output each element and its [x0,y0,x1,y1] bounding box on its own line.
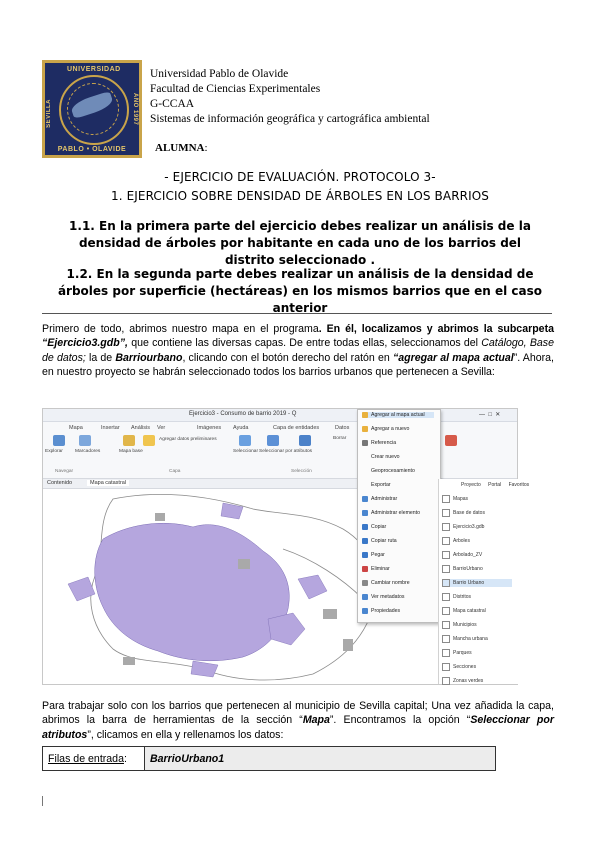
context-menu [357,409,441,623]
basemap-icon[interactable] [123,435,135,446]
intro-paragraph: Primero de todo, abrimos nuestro mapa en el programa. En él, localizamos y abrimos la subcarpeta “Ejercicio3.gdb”, que contiene las diversas capas. De entre todas ellas, seleccionamos del Catálogo, Base de datos; la de Barriourbano, clicando con el botón derecho del ratón en “agregar al mapa actual”. Ahora, en nuestro proyecto se habrán seleccionado todos los barrios urbanos que pertenecen a Sevilla: [42,323,554,379]
logo-right-text: AÑO 1997 [132,93,138,126]
catalog-pane [438,479,530,684]
student-label: ALUMNA: [155,142,208,154]
catalog-item[interactable]: Parques [442,649,472,657]
menu-item[interactable]: Administrar [362,496,397,502]
menu-item[interactable]: Agregar a nuevo [362,426,409,432]
header-university: Universidad Pablo de Olavide [150,68,289,80]
add-layer-icon [362,412,368,418]
header-faculty: Facultad de Ciencias Experimentales [150,83,321,95]
header-course: Sistemas de información geográfica y cartográfica ambiental [150,113,430,125]
folder-icon [442,495,450,503]
gray-parcel [155,513,165,521]
layer-icon [442,579,450,587]
gray-parcel [323,609,337,619]
arcgis-screenshot [42,408,530,685]
manage-item-icon [362,510,368,516]
catalog-item[interactable]: BarrioUrbano [442,565,483,573]
ribbon-label: Agregar datos preliminares [159,437,217,442]
catalog-item[interactable]: Mancha urbana [442,635,488,643]
header-degree: G-CCAA [150,98,195,110]
catalog-item[interactable]: Municipios [442,621,477,629]
page-cursor-mark [42,796,43,806]
blank-icon [362,468,368,474]
ribbon-tab[interactable]: Capa de entidades [273,425,320,431]
menu-item[interactable]: Propiedades [362,608,400,614]
ribbon-label: Seleccionar [233,449,259,454]
task-item-1: 1.1. En la primera parte del ejercicio debes realizar un análisis de la densidad de árboles por habitante en cada uno de los barrios del distrito seleccionado . [69,219,531,267]
layer-icon [442,649,450,657]
map-tab-contents[interactable]: Contenido [47,480,73,486]
layer-icon [442,663,450,671]
input-table [42,746,496,771]
delete-icon [362,566,368,572]
catalog-tab[interactable]: Proyecto Portal Favoritos [461,482,530,488]
ribbon-label: Borrar [333,436,347,441]
ribbon-tab[interactable]: Ver [157,425,166,431]
barrio-polygon [191,661,218,677]
menu-item[interactable]: Cambiar nombre [362,580,410,586]
copy-path-icon [362,538,368,544]
layer-icon [442,537,450,545]
catalog-item[interactable]: Arboles [442,537,470,545]
catalog-item[interactable]: Mapas [442,495,468,503]
rename-icon [362,580,368,586]
gray-parcel [123,657,135,665]
ribbon-label: Marcadores [75,449,101,454]
properties-icon [362,608,368,614]
input-rows-label: Filas de entrada: [43,747,145,770]
catalog-item[interactable]: Secciones [442,663,476,671]
gdb-icon [442,523,450,531]
blank-icon [362,454,368,460]
layer-icon [442,607,450,615]
ribbon-group-label: Navegar [55,469,74,474]
divider [42,313,552,314]
menu-item[interactable]: Copiar [362,524,386,530]
window-controls[interactable]: — □ ✕ [479,412,501,418]
ribbon-label: Seleccionar por atributos [259,449,313,454]
reference-icon [362,440,368,446]
gray-parcel [238,559,250,569]
select-icon[interactable] [239,435,251,446]
main-title: - EJERCICIO DE EVALUACIÓN. PROTOCOLO 3- [164,170,436,184]
bookmarks-icon[interactable] [79,435,91,446]
second-paragraph: Para trabajar solo con los barrios que pertenecen al municipio de Sevilla capital; Una vez añadida la capa, abrimos la barra de herramientas de la sección “Mapa”. Encontramos la opción “Seleccionar por atributos”, clicamos en ella y rellenamos los datos: [42,700,555,741]
ribbon-label: Explorar [45,449,63,454]
ribbon-tab[interactable]: Análisis [131,425,150,431]
menu-item[interactable]: Ver metadatos [362,594,404,600]
ribbon-tab[interactable]: Imágenes [197,425,222,431]
sevilla-barrios-polygon [95,523,290,661]
layer-icon [442,677,450,685]
task-item-2: 1.2. En la segunda parte debes realizar un análisis de la densidad de árboles por superficie (hectáreas) en los mismos barrios que en el caso anterior [57,267,543,315]
menu-item-add-to-map[interactable]: Agregar al mapa actual [362,412,434,418]
manage-icon [362,496,368,502]
catalog-item[interactable]: Base de datos [442,509,485,517]
section-title: 1. EJERCICIO SOBRE DENSIDAD DE ÁRBOLES EN LOS BARRIOS [111,189,489,203]
layer-icon [442,593,450,601]
logo-left-text: SEVILLA [46,99,52,128]
database-icon [442,509,450,517]
input-rows-value: BarrioUrbano1 [145,747,495,770]
menu-item[interactable]: Pegar [362,552,385,558]
logo-top-text: UNIVERSIDAD [67,66,121,73]
layer-icon [442,551,450,559]
view-metadata-icon [362,594,368,600]
ribbon-tab[interactable]: Datos [335,425,350,431]
catalog-item[interactable]: Arbolado_ZV [442,551,482,559]
logo-bottom-text: PABLO • OLAVIDE [57,146,127,153]
barrio-polygon [298,575,327,599]
catalog-item-selected[interactable]: Barrio Urbano [442,579,512,587]
ribbon-tab[interactable]: Mapa [69,425,83,431]
copy-icon [362,524,368,530]
catalog-item[interactable]: Distritos [442,593,471,601]
catalog-item[interactable]: Ejercicio3.gdb [442,523,484,531]
ribbon-label: Mapa base [119,449,143,454]
gray-parcel [343,639,353,651]
select-by-attributes-icon[interactable] [267,435,279,446]
layer-icon [442,621,450,629]
select-by-location-icon[interactable] [299,435,311,446]
menu-item[interactable]: Referencia [362,440,396,446]
menu-item[interactable]: Eliminar [362,566,390,572]
paste-icon [362,552,368,558]
layer-icon [442,565,450,573]
university-logo [42,60,142,158]
menu-item[interactable]: Geoprocesamiento [362,468,415,474]
catalog-item[interactable]: Mapa catastral [442,607,486,615]
add-data-icon[interactable] [143,435,155,446]
menu-item[interactable]: Administrar elemento [362,510,420,516]
ribbon-group-label: Capa [169,469,181,474]
catalog-item[interactable]: Zonas verdes [442,677,483,685]
blank-icon [362,482,368,488]
layer-icon [442,635,450,643]
map-tab-catastral[interactable]: Mapa catastral [87,480,129,486]
menu-item[interactable]: Copiar ruta [362,538,397,544]
window-title: Ejercicio3 - Consumo de barrio 2019 - Q [189,411,297,417]
ribbon-tab[interactable]: Insertar [101,425,120,431]
ribbon-tab[interactable]: Ayuda [233,425,249,431]
add-new-icon [362,426,368,432]
barrio-polygon [268,613,305,645]
menu-item[interactable]: Crear nuevo [362,454,400,460]
measure-icon[interactable] [445,435,457,446]
ribbon-group-label: Selección [291,469,312,474]
explore-icon[interactable] [53,435,65,446]
menu-item[interactable]: Exportar [362,482,391,488]
